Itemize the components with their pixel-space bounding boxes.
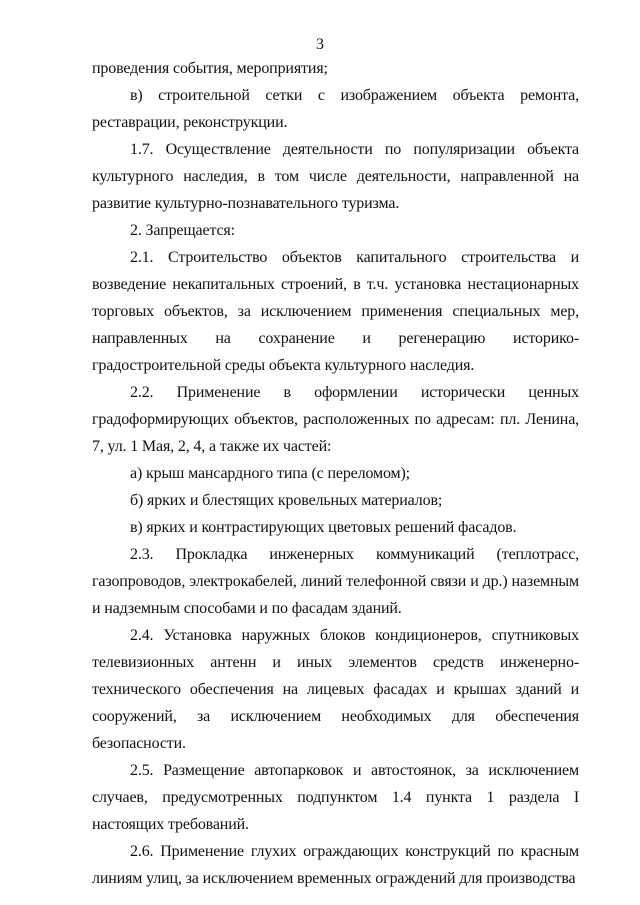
paragraph-2-2: 2.2. Применение в оформлении исторически ценных градоформирующих объектов, расположенных по адресам: пл. Ленина, 7, ул. 1 Мая, 2, 4, а также их частей: (92, 384, 579, 455)
paragraph-item-v-construction-net: в) строительной сетки с изображением объекта ремонта, реставрации, реконструкции. (92, 87, 579, 131)
page-number: 3 (316, 36, 324, 53)
list-item-b: б) ярких и блестящих кровельных материалов; (130, 492, 443, 509)
document-body (92, 55, 579, 892)
paragraph-2-4: 2.4. Установка наружных блоков кондиционеров, спутниковых телевизионных антенн и иных элементов средств инженерно-технического обеспечения на лицевых фасадах и крышах зданий и сооружений, за исключением необходимых для обеспечения безопасности. (92, 627, 579, 752)
paragraph-1-7: 1.7. Осуществление деятельности по популяризации объекта культурного наследия, в том числе деятельности, направленной на развитие культурно-познавательного туризма. (92, 141, 579, 212)
list-item-a: а) крыш мансардного типа (с переломом); (130, 465, 410, 482)
paragraph-2-5: 2.5. Размещение автопарковок и автостоянок, за исключением случаев, предусмотренных подпунктом 1.4 пункта 1 раздела I настоящих требований. (92, 762, 579, 833)
paragraph-2-heading: 2. Запрещается: (130, 222, 235, 239)
list-item-v: в) ярких и контрастирующих цветовых решений фасадов. (130, 519, 517, 536)
paragraph-2-3: 2.3. Прокладка инженерных коммуникаций (теплотрасс, газопроводов, электрокабелей, линий телефонной связи и др.) наземным и надземным способами и по фасадам зданий. (92, 546, 579, 617)
paragraph-continuation: проведения события, мероприятия; (92, 60, 328, 77)
paragraph-2-1: 2.1. Строительство объектов капитального строительства и возведение некапитальных строений, в т.ч. установка нестационарных торговых объектов, за исключением применения специальных мер, направленных на сохранение и регенерацию историко-градостроительной среды объекта культурного наследия. (92, 249, 579, 374)
paragraph-2-6: 2.6. Применение глухих ограждающих конструкций по красным линиям улиц, за исключением временных ограждений для производства (92, 843, 579, 887)
